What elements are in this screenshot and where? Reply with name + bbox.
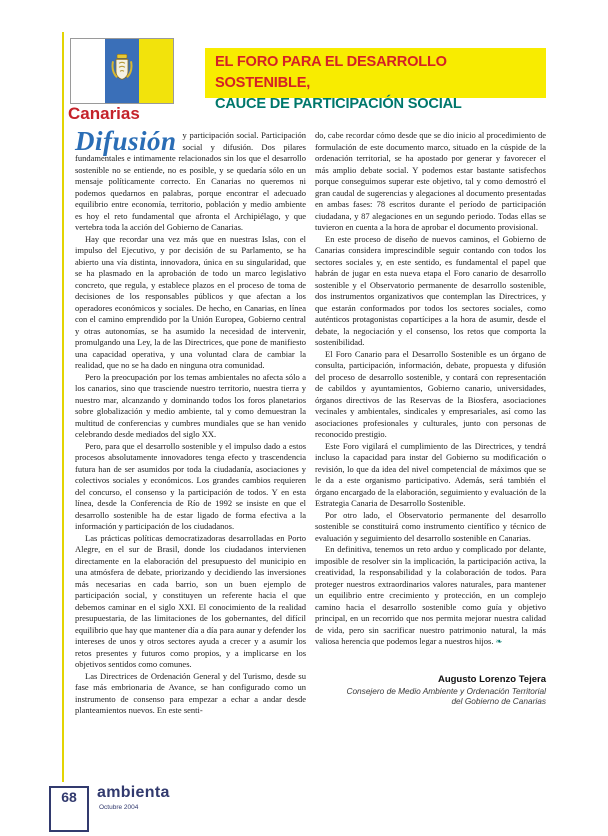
paragraph: En este proceso de diseño de nuevos caminos, el Gobierno de Canarias considera imprescindible seguir contando con todos los sectores sociales y, en este sentido, es fundamental el papel que habrán de jugar en esta nueva etapa el Foro canario de desarrollo sostenible y el Observatorio permanente de desarrollo sostenible, dos instrumentos organizativos que contemplan las Directrices, y que estarán conformados por todos los sectores sociales, como auténticos protagonistas copartícipes a la hora de asumir, desde el debate, la negociación y el consenso, los retos que comporta la sostenibilidad.	[315, 233, 546, 347]
canarias-flag-logo	[70, 38, 174, 104]
page-number-box	[49, 786, 89, 832]
paragraph-text: y participación social. Participación social y difusión. Dos pilares fundamentales e intimamente relacionados sin los que el desarrollo sostenible no se entiende, no es posible, y se quedaría sólo en un mensaje políticamente correcto. En Canarias no queremos ni podemos quedarnos en palabras, porque encontrar el adecuado equilibrio entre economía, territorio, población y medio ambiente es hoy el reto fundamental que afronta el Archipiélago, y que vertebra toda la acción del Gobierno de Canarias.	[75, 130, 306, 232]
flag-stripe-white	[71, 39, 105, 103]
article-column-1	[75, 126, 306, 717]
canarias-wordmark: Canarias	[68, 104, 140, 123]
author-block	[315, 674, 546, 706]
paragraph: do, cabe recordar cómo desde que se dio inicio al procedimiento de formulación de este documento marco, situado en la cúspide de la ordenación territorial, se ha apostado por generar y favorecer el más amplio debate social. Y podemos estar bastante satisfechos porque conseguimos superar este objetivo, tal y como demostró el gran caudal de sugerencias y alegaciones al documento presentadas en ambas fases: 78 escritos durante el período de participación ciudadana, y 87 alegaciones en un segundo periodo. Todas ellas se tuvieron en cuenta a la hora de aprobar el documento provisional.	[315, 130, 546, 232]
article-title-line1: EL FORO PARA EL DESARROLLO SOSTENIBLE,	[215, 54, 447, 91]
flag-stripe-yellow	[139, 39, 173, 103]
paragraph: Las Directrices de Ordenación General y del Turismo, desde su fase más embrionaria de Avance, se han configurado como un instrumento de consenso para empezar a echar a andar desde planteamientos nuevos. En este senti-	[75, 670, 306, 715]
article-column-2	[315, 130, 546, 717]
paragraph: Pero la preocupación por los temas ambientales no afecta sólo a los canarios, sino que trasciende nuestro territorio, nuestra tierra y nuestro mar, alcanzando y dominando todos los foros planetarios sobre globalización y medio ambiente, tal y como demuestran la multitud de conferencias y cumbres mundiales que se han venido celebrando desde mediados del siglo XX.	[75, 371, 306, 439]
paragraph: Pero, para que el desarrollo sostenible y el impulso dado a estos procesos absolutamente innovadores tenga efecto y trascendencia futura han de ser asumidos por toda la ciudadanía, asociaciones y colectivos sociales y económicos. Los grandes cambios requieren del concurso, el consenso y la participación de todos. Y en esta línea, desde la Conferencia de Río de 1992 se insiste en que el desarrollo sostenible ha de estar ligado de forma efectiva a la información y participación de los ciudadanos.	[75, 440, 306, 531]
end-of-article-mark-icon: ❧	[495, 637, 503, 646]
paragraph: Las prácticas políticas democratizadoras desarrolladas en Porto Alegre, en el sur de Brasil, donde los ciudadanos intervienen directamente en la elaboración del presupuesto del municipio en una atmósfera de debate, priorizando y decidiendo las inversiones más necesarias en cada barrio, son un buen ejemplo de participación social, y constituyen un referente hacia el que debemos caminar en el siglo XXI. El conocimiento de la realidad presupuestaria, de las limitaciones de los gobernantes, del difícil equilibrio que hay que mantener día a día para aunar y defender los intereses de unos y otros sectores ayuda a crecer y a asumir los retos presentes y futuros como propios, y a implicarse en los objetivos sentidos como comunes.	[75, 532, 306, 669]
issue-date: Octubre 2004	[99, 804, 139, 811]
canarias-coat-of-arms-icon	[111, 53, 133, 87]
paragraph: Por otro lado, el Observatorio permanente del desarrollo sostenible se constituirá como instrumento científico y técnico de evaluación y seguimiento del desarrollo sostenible en Canarias.	[315, 509, 546, 543]
author-name: Augusto Lorenzo Tejera	[437, 673, 546, 685]
paragraph	[75, 126, 306, 234]
author-role-line1: Consejero de Medio Ambiente y Ordenación Territorial	[346, 685, 546, 696]
author-role-line2: del Gobierno de Canarias	[451, 695, 546, 706]
paragraph	[315, 544, 546, 648]
article-title-band	[205, 48, 546, 112]
page-number: 68	[61, 789, 77, 805]
lead-word-difusion: Difusión	[75, 126, 177, 156]
left-margin-rule	[62, 32, 64, 782]
paragraph: Hay que recordar una vez más que en nuestras Islas, con el impulso del Ejecutivo, y por decisión de su Parlamento, se ha abierto una vía distinta, innovadora, única en su singularidad, que se ha plasmado en la aprobación de todo un marco legislativo concreto, que regula, y establece plazos en el proceso de toma de decisiones de los responsables públicos y que afectan a los operadores económicos y sociales. De hecho, en Canarias, en línea con el camino emprendido por la Unión Europea, Gobierno central y otras autonomías, se ha asumido la necesidad de intervenir, promulgando una Ley, la de las Directrices, que pone de manifiesto una capacidad operativa, y una voluntad clara de cambiar la realidad, que no se ha dado en ninguna otra comunidad.	[75, 233, 306, 370]
article-body	[75, 126, 546, 717]
paragraph-text: En definitiva, tenemos un reto arduo y complicado por delante, imposible de resolver sin la implicación, la participación activa, la creatividad, la responsabilidad y la colaboración de todos. Para proteger nuestros extraordinarios valores naturales, para mantener un equilibrio entre crecimiento y protección, en un complejo camino hacia el desarrollo sostenible como guía y objetivo principal, en un recorrido que nos permita mejorar nuestra calidad de vida, pero sin sacrificar nuestro patrimonio natural, la más valiosa herencia que podemos legar a nuestros hijos.	[315, 544, 546, 646]
article-title-line2: CAUCE DE PARTICIPACIÓN SOCIAL	[215, 96, 462, 112]
paragraph: Este Foro vigilará el cumplimiento de las Directrices, y tendrá incluso la capacidad para instar del Gobierno su modificación o revisión, lo que da idea del nivel competencial de máximos que se le da a este organismo participativo. Además, será también el órgano encargado de la elaboración, seguimiento y evaluación de la Estrategia Canaria de Desarrollo Sostenible.	[315, 440, 546, 508]
flag-stripe-blue	[105, 39, 139, 103]
paragraph: El Foro Canario para el Desarrollo Sostenible es un órgano de consulta, participación, información, debate, propuesta y difusión del proceso de desarrollo sostenible, y contará con representación de cabildos y ayuntamientos, Gobierno canario, universidades, órganos directivos de las Reservas de la Biosfera, asociaciones vecinales y ambientales, sindicales y empresariales, así como las asociaciones profesionales y culturales, junto con personas de reconocido prestigio.	[315, 348, 546, 439]
magazine-name: ambienta	[97, 784, 170, 801]
